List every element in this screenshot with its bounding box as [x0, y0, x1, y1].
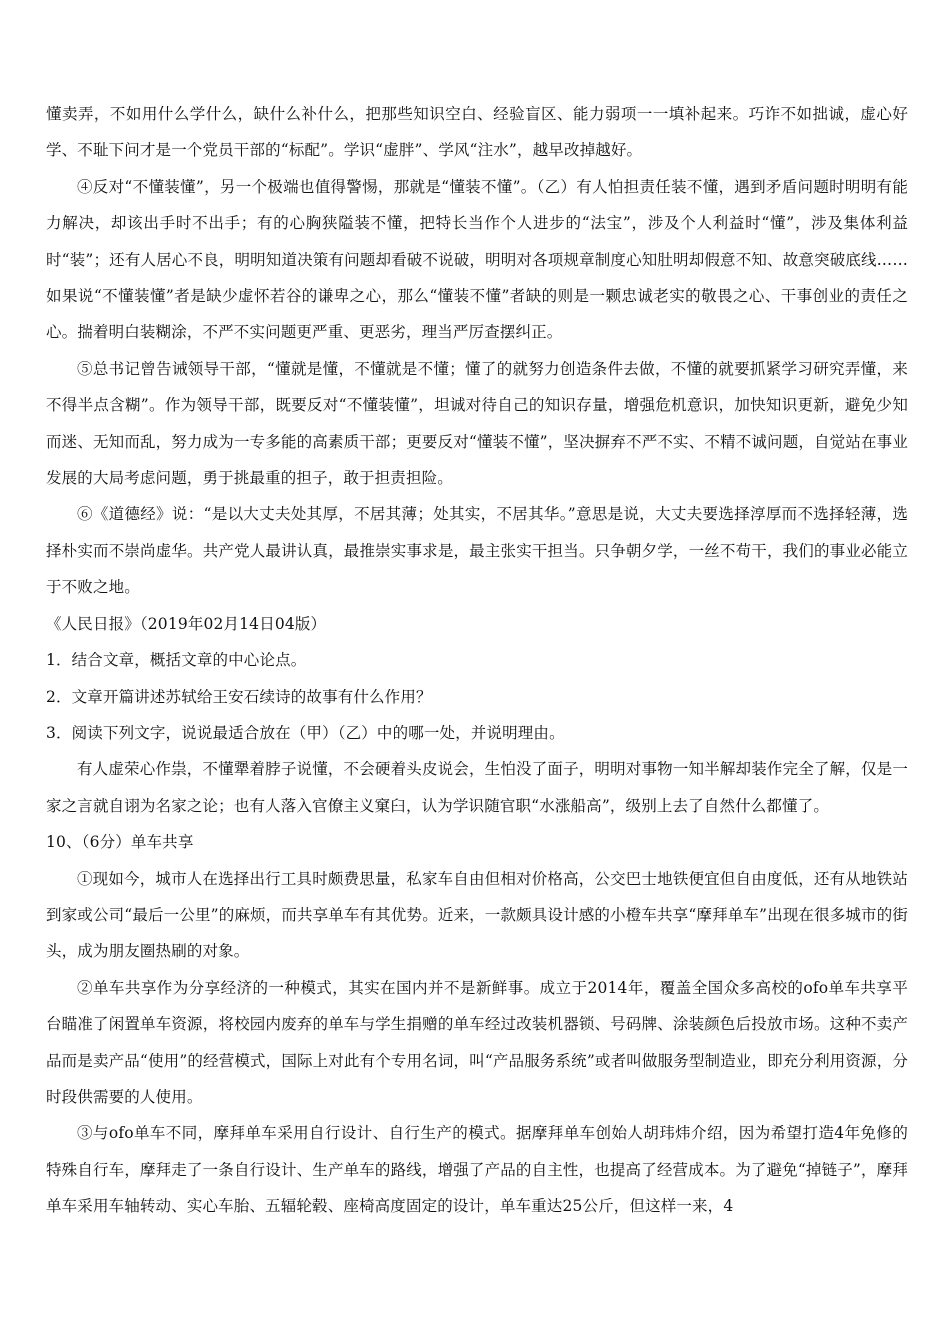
- question-2: 2．文章开篇讲述苏轼给王安石续诗的故事有什么作用？: [46, 687, 432, 706]
- bike-paragraph-2: ②单车共享作为分享经济的一种模式，其实在国内并不是新鲜事。成立于2014年，覆盖全国众多高校的ofo单车共享平台瞄准了闲置单车资源，将校园内废弃的单车与学生捐赠的单车经过改装机器锁、号码牌、涂装颜色后投放市场。这种不卖产品而是卖产品“使用”的经营模式，国际上对此有个专用名词，叫“产品服务系统”或者叫做服务型制造业，即充分利用资源，分时段供需要的人使用。: [46, 978, 908, 1106]
- bike-paragraph-3: ③与ofo单车不同，摩拜单车采用自行设计、自行生产的模式。据摩拜单车创始人胡玮炜介绍，因为希望打造4年免修的特殊自行车，摩拜走了一条自行设计、生产单车的路线，增强了产品的自主性，也提高了经营成本。为了避免“掉链子”，摩拜单车采用车轴转动、实心车胎、五辐轮毂、座椅高度固定的设计，单车重达25公斤，但这样一来，4: [46, 1124, 908, 1216]
- source-citation: 《人民日报》（2019年02月14日04版）: [46, 614, 327, 633]
- paragraph-6: ⑥《道德经》说：“是以大丈夫处其厚，不居其薄；处其实，不居其华。”意思是说，大丈夫要选择淳厚而不选择轻薄，选择朴实而不崇尚虚华。共产党人最讲认真，最推崇实事求是，最主张实干担当。只争朝夕学，一丝不苟干，我们的事业必能立于不败之地。: [46, 505, 908, 597]
- paragraph-5: ⑤总书记曾告诫领导干部，“懂就是懂，不懂就是不懂；懂了的就努力创造条件去做，不懂的就要抓紧学习研究弄懂，来不得半点含糊”。作为领导干部，既要反对“不懂装懂”，坦诚对待自己的知识存量，增强危机意识，加快知识更新，避免少知而迷、无知而乱，努力成为一专多能的高素质干部；更要反对“懂装不懂”，坚决摒弃不严不实、不精不诚问题，自觉站在事业发展的大局考虑问题，勇于挑最重的担子，敢于担责担险。: [46, 359, 908, 488]
- bike-paragraph-1: ①现如今，城市人在选择出行工具时颇费思量，私家车自由但相对价格高，公交巴士地铁便宜但自由度低，还有从地铁站到家或公司“最后一公里”的麻烦，而共享单车有其优势。近来，一款颇具设计感的小橙车共享“摩拜单车”出现在很多城市的街头，成为朋友圈热刷的对象。: [46, 869, 908, 961]
- document-page: [46, 96, 908, 1225]
- paragraph-4: ④反对“不懂装懂”，另一个极端也值得警惕，那就是“懂装不懂”。（乙）有人怕担责任装不懂，遇到矛盾问题时明明有能力解决，却该出手时不出手；有的心胸狭隘装不懂，把特长当作个人进步的“法宝”，涉及个人利益时“懂”，涉及集体利益时“装”；还有人居心不良，明明知道决策有问题却看破不说破，明明对各项规章制度心知肚明却假意不知、故意突破底线……如果说“不懂装懂”者是缺少虚怀若谷的谦卑之心，那么“懂装不懂”者缺的则是一颗忠诚老实的敬畏之心、干事创业的责任之心。揣着明白装糊涂，不严不实问题更严重、更恶劣，理当严厉查摆纠正。: [46, 177, 908, 342]
- question-3: 3．阅读下列文字，说说最适合放在（甲）（乙）中的哪一处，并说明理由。: [46, 723, 565, 742]
- question-3-passage: 有人虚荣心作祟，不懂犟着脖子说懂，不会硬着头皮说会，生怕没了面子，明明对事物一知半解却装作完全了解，仅是一家之言就自诩为名家之论；也有人落入官僚主义窠臼，认为学识随官职“水涨船高”，级别上去了自然什么都懂了。: [46, 760, 908, 815]
- section-heading-bike-sharing: 10、（6分）单车共享: [46, 833, 194, 852]
- question-1: 1．结合文章，概括文章的中心论点。: [46, 651, 307, 670]
- paragraph-intro-continued: 懂卖弄，不如用什么学什么，缺什么补什么，把那些知识空白、经验盲区、能力弱项一一填补起来。巧诈不如拙诚，虚心好学、不耻下问才是一个党员干部的“标配”。学识“虚胖”、学风“注水”，越早改掉越好。: [46, 105, 908, 160]
